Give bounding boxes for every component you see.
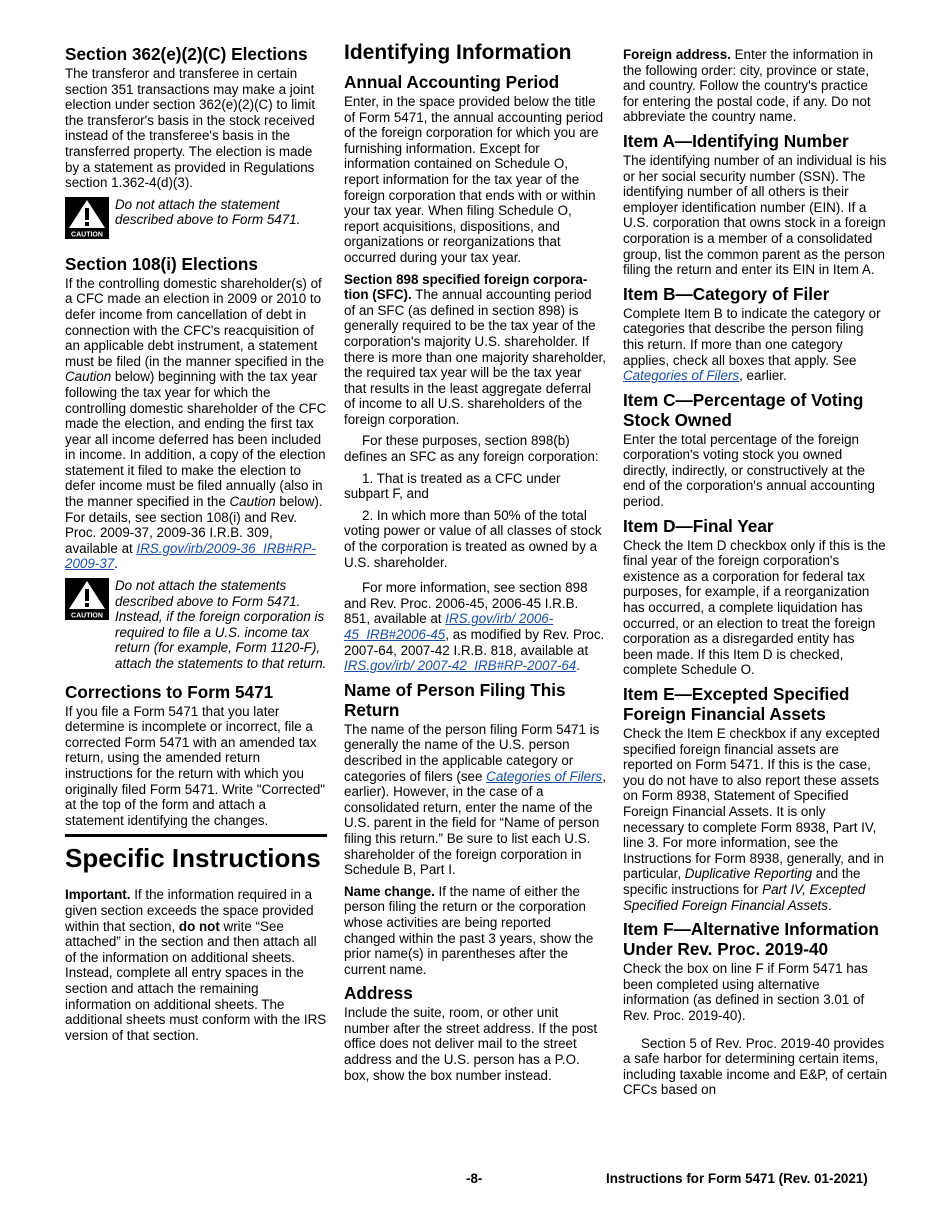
section-108-heading: Section 108(i) Elections bbox=[65, 253, 258, 274]
caution-text-2: Do not attach the statements described above to Form 5471. Instead, if the foreign corporation is required to file a U.S. income tax return (for example, Form 1120-F), attach the statements to that return. bbox=[115, 578, 327, 671]
important-text: Important. If the information required in a given section exceeds the space provided within that section, do not write “See attached” in the section and then attach all of the information on additional sheets. Instead, complete all entry spaces in the section and attach the remaining information on additional sheets. The additional sheets must conform with the IRS version of that section. bbox=[65, 887, 327, 1043]
item-b-heading: Item B—Category of Filer bbox=[623, 283, 830, 304]
item-f-text-2: Section 5 of Rev. Proc. 2019-40 provides a safe harbor for determining certain items, including taxable income and E&P, of certain CFCs based on bbox=[623, 1035, 888, 1098]
caution-box-2 bbox=[65, 578, 327, 672]
purposes-text: For these purposes, section 898(b) defines an SFC as any foreign corporation: bbox=[344, 433, 599, 465]
address-heading: Address bbox=[344, 983, 413, 1004]
specific-instructions-heading: Specific Instructions bbox=[65, 834, 327, 873]
item-a-heading: Item A—Identifying Number bbox=[623, 130, 849, 151]
address-text: Include the suite, room, or other unit number after the street address. If the post office does not deliver mail to the street address and the U.S. person has a P.O. box, show the box number instead. bbox=[344, 1005, 598, 1083]
annual-accounting-period-text: Enter, in the space provided below the title of Form 5471, the annual accounting period of the foreign corporation for which you are furnishing information. Except for information contained on Schedule O, report information for the tax year of the foreign corporation that ends with or within your tax year. When filing Schedule O, report acquisitions, dispositions, and organizations or reorganizations that occurred during your tax year. bbox=[344, 94, 604, 265]
categories-of-filers-link[interactable]: Categories of Filers bbox=[486, 768, 603, 784]
identifying-information-heading: Identifying Information bbox=[344, 41, 572, 64]
irb-2006-45-link[interactable]: IRS.gov/irb/ 2006-45_IRB#2006-45 bbox=[344, 611, 554, 642]
caution-text-1: Do not attach the statement described above to Form 5471. bbox=[115, 196, 301, 228]
sfc-text: Section 898 specified foreign corpora-tion (SFC). The annual accounting period of an SFC (as defined in section 898) is generally required to be the tax year of the corporation's majority U.S. shareholder. If there is more than one majority shareholder, the required tax year will be the tax year that results in the least aggregate deferral of income to all U.S. shareholders of the foreign corporation. bbox=[344, 271, 606, 427]
column-3 bbox=[623, 40, 887, 1104]
name-of-person-text: The name of the person filing Form 5471 is generally the name of the U.S. person described in the applicable category or categories of filers (see Categories of Filers, earlier). However, in the case of a consolidated return, enter the name of the U.S. parent in the field for “Name of person filing this return.” Be sure to list each U.S. shareholder of the foreign corporation in Schedule B, Part I. bbox=[344, 721, 606, 878]
section-362-heading: Section 362(e)(2)(C) Elections bbox=[65, 44, 308, 64]
item-b-text: Complete Item B to indicate the category or categories that describe the person filing this return. If more than one category applies, check all boxes that apply. See Categories of Filers, earlier. bbox=[623, 305, 881, 384]
column-1 bbox=[65, 40, 327, 1049]
column-2 bbox=[344, 40, 606, 1089]
item-f-heading: Item F—Alternative Information Under Rev. Proc. 2019-40 bbox=[623, 919, 879, 960]
item-f-text: Check the box on line F if Form 5471 has been completed using alternative information (as defined in section 3.01 of Rev. Proc. 2019-40). bbox=[623, 961, 868, 1023]
annual-accounting-period-heading: Annual Accounting Period bbox=[344, 72, 560, 92]
caution-box-1 bbox=[65, 197, 327, 244]
section-362-text: The transferor and transferee in certain section 351 transactions may make a joint election under section 362(e)(2)(C) to limit the transferor's basis in the stock received instead of the transferee's basis in the transferred property. The election is made by a statement as provided in Regulations section 1.362-4(d)(3). bbox=[65, 66, 316, 191]
item-e-text: Check the Item E checkbox if any excepted specified foreign financial assets are reported on Form 5471. If this is the case, you do not have to also report these assets on Form 8938, Statement of Specified Foreign Financial Assets. It is only necessary to complete Form 8938, Part IV, line 3. For more information, see the Instructions for Form 8938, generally, and in particular, Duplicative Reporting and the specific instructions for Part IV, Excepted Specified Foreign Financial Assets. bbox=[623, 726, 884, 913]
foreign-address-text: Foreign address. Enter the information in the following order: city, province or state, and country. Follow the country's practice for entering the postal code, if any. Do not abbreviate the country name. bbox=[623, 47, 874, 125]
item-c-heading: Item C—Percentage of Voting Stock Owned bbox=[623, 389, 864, 430]
item-d-text: Check the Item D checkbox only if this is the final year of the foreign corporation's existence as a corporation for federal tax purposes, for example, if a reorganization has occurred, a complete liquidation has occurred, or an election to treat the foreign corporation as a disregarded entity has been made. If this Item D is checked, complete Schedule O. bbox=[623, 537, 886, 678]
item-e-heading: Item E—Excepted Specified Foreign Financial Assets bbox=[623, 684, 850, 724]
categories-of-filers-link[interactable]: Categories of Filers bbox=[623, 368, 740, 384]
list-item-1: 1. That is treated as a CFC under subpart F, and bbox=[344, 470, 561, 502]
page-number: -8- bbox=[466, 1171, 483, 1186]
section-108-text: If the controlling domestic shareholder(s) of a CFC made an election in 2009 or 2010 to defer income from cancellation of debt in connection with the CFC's reacquisition of an applicable debt instrument, a statement must be filed (in the manner specified in the Caution below) beginning with the tax year following the tax year for which the controlling domestic shareholder of the CFC made the election, and ending the first tax year all income deferred has been included in income. In addition, a copy of the election statement it filed to make the election to defer income must be filed annually (also in the manner specified in the Caution below). For details, see section 108(i) and Rev. Proc. 2009-37, 2009-36 I.R.B. 309, available at IRS.gov/irb/2009-36_IRB#RP-2009-37. bbox=[65, 275, 327, 572]
caution-icon bbox=[65, 197, 109, 244]
name-of-person-heading: Name of Person Filing This Return bbox=[344, 679, 566, 720]
corrections-heading: Corrections to Form 5471 bbox=[65, 681, 274, 702]
caution-icon bbox=[65, 578, 109, 672]
footer-document-title: Instructions for Form 5471 (Rev. 01-2021) bbox=[606, 1171, 868, 1186]
irb-2007-42-link[interactable]: IRS.gov/irb/ 2007-42_IRB#RP-2007-64 bbox=[344, 658, 577, 674]
list-item-2: 2. In which more than 50% of the total voting power or value of all classes of stock of the corporation is treated as owned by a U.S. shareholder. bbox=[344, 507, 602, 570]
item-d-heading: Item D—Final Year bbox=[623, 515, 774, 536]
irb-2009-36-link[interactable]: IRS.gov/irb/2009-36_IRB#RP-2009-37 bbox=[65, 540, 316, 572]
more-info-text: For more information, see section 898 and Rev. Proc. 2006-45, 2006-45 I.R.B. 851, available at IRS.gov/irb/ 2006-45_IRB#2006-45, as modified by Rev. Proc. 2007-64, 2007-42 I.R.B. 818, available at IRS.gov/irb/ 2007-42_IRB#RP-2007-64. bbox=[344, 580, 605, 674]
item-a-text: The identifying number of an individual is his or her social security number (SSN). The identifying number of all others is their employer identification number (EIN). If a U.S. corporation that owns stock in a foreign corporation is a member of a consolidated group, list the common parent as the person filing the return and enter its EIN in Item A. bbox=[623, 152, 887, 278]
name-change-text: Name change. If the name of either the person filing the return or the corporation whose activities are being reported changed within the past 3 years, show the prior name(s) in parentheses after the current name. bbox=[344, 883, 594, 977]
item-c-text: Enter the total percentage of the foreign corporation's voting stock you owned directly, indirectly, or constructively at the end of the corporation's annual accounting period. bbox=[623, 431, 875, 510]
caution-label: CAUTION bbox=[71, 612, 103, 620]
corrections-text: If you file a Form 5471 that you later determine is incomplete or incorrect, file a corrected Form 5471 with an amended tax return, using the amended return instructions for the return with which you originally filed Form 5471. Write "Corrected" at the top of the form and attach a statement identifying the changes. bbox=[65, 703, 326, 828]
caution-label: CAUTION bbox=[71, 231, 103, 239]
